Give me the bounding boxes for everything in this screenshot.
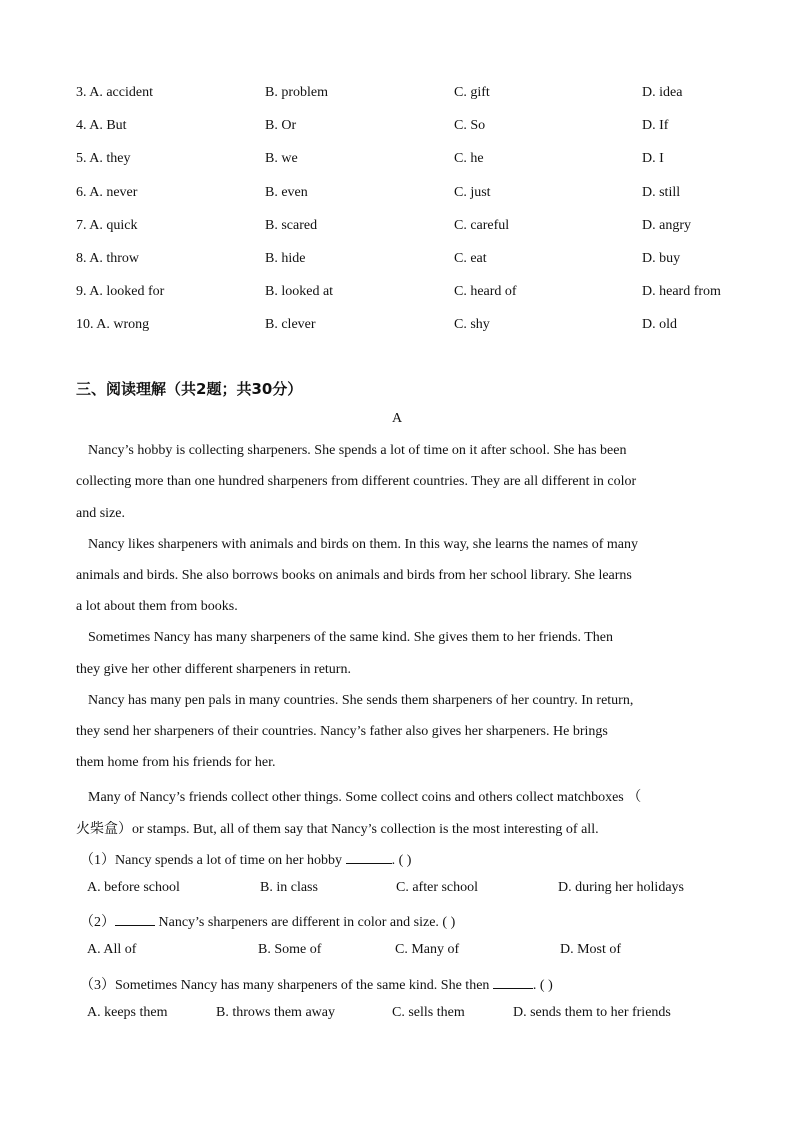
passage-line: Nancy likes sharpeners with animals and birds on them. In this way, she learns the names of many: [88, 537, 639, 552]
question-option: B. Some of: [258, 942, 322, 957]
option-a: 5. A. they: [76, 151, 131, 166]
option-row: [76, 118, 766, 138]
option-b: B. hide: [265, 251, 306, 266]
option-d: D. idea: [642, 85, 683, 100]
option-row: [76, 85, 766, 105]
option-row: [76, 218, 766, 238]
option-row: [76, 317, 766, 337]
option-c: C. eat: [454, 251, 487, 266]
passage-line: Many of Nancy’s friends collect other things. Some collect coins and others collect matchboxes （: [88, 790, 642, 805]
option-a: 7. A. quick: [76, 218, 138, 233]
question-stem-text: . ( ): [391, 853, 412, 868]
option-d: D. old: [642, 317, 677, 332]
answer-blank: [493, 976, 533, 989]
passage-line: Sometimes Nancy has many sharpeners of the same kind. She gives them to her friends. Then: [88, 630, 614, 645]
answer-blank: [115, 913, 155, 926]
option-b: B. looked at: [265, 284, 334, 299]
passage-line: and size.: [76, 506, 125, 521]
option-c: C. gift: [454, 85, 490, 100]
question-option: D. sends them to her friends: [513, 1005, 671, 1020]
option-b: B. even: [265, 185, 308, 200]
passage-line: Nancy’s hobby is collecting sharpeners. She spends a lot of time on it after school. She has been: [88, 443, 627, 458]
question-option: B. in class: [260, 880, 318, 895]
option-b: B. problem: [265, 85, 328, 100]
question-option: D. during her holidays: [558, 880, 684, 895]
question-option: C. sells them: [392, 1005, 465, 1020]
question-stem-text: . ( ): [532, 978, 553, 993]
option-c: C. he: [454, 151, 484, 166]
question-option: A. before school: [87, 880, 180, 895]
option-a: 10. A. wrong: [76, 317, 150, 332]
option-d: D. still: [642, 185, 681, 200]
question-option: C. after school: [396, 880, 479, 895]
option-b: B. we: [265, 151, 298, 166]
option-c: C. So: [454, 118, 486, 133]
question-option: A. keeps them: [87, 1005, 168, 1020]
passage-line: 火柴盒）or stamps. But, all of them say that Nancy’s collection is the most interesting of all.: [76, 822, 599, 837]
passage-line: they give her other different sharpeners in return.: [76, 662, 351, 677]
option-d: D. angry: [642, 218, 691, 233]
question-stem: [80, 974, 553, 994]
option-a: 4. A. But: [76, 118, 127, 133]
option-d: D. I: [642, 151, 664, 166]
option-b: B. Or: [265, 118, 297, 133]
passage-line: a lot about them from books.: [76, 599, 238, 614]
question-stem-text: （1）Nancy spends a lot of time on her hobby: [80, 853, 346, 868]
option-d: D. buy: [642, 251, 681, 266]
option-c: C. just: [454, 185, 491, 200]
option-a: 3. A. accident: [76, 85, 153, 100]
answer-blank: [346, 851, 392, 864]
passage-line: they send her sharpeners of their countries. Nancy’s father also gives her sharpeners. He brings: [76, 724, 608, 739]
option-d: D. heard from: [642, 284, 721, 299]
option-c: C. heard of: [454, 284, 517, 299]
option-row: [76, 284, 766, 304]
question-option: A. All of: [87, 942, 137, 957]
option-b: B. clever: [265, 317, 316, 332]
question-stem-text: （3）Sometimes Nancy has many sharpeners of the same kind. She then: [80, 978, 493, 993]
passage-line: them home from his friends for her.: [76, 755, 276, 770]
option-a: 8. A. throw: [76, 251, 139, 266]
passage-label: A: [391, 411, 403, 426]
passage-line: Nancy has many pen pals in many countries. She sends them sharpeners of her country. In return,: [88, 693, 634, 708]
section-title: 三、阅读理解（共2题；共30分）: [76, 380, 303, 398]
option-row: [76, 251, 766, 271]
option-d: D. If: [642, 118, 669, 133]
question-option: B. throws them away: [216, 1005, 335, 1020]
option-c: C. shy: [454, 317, 490, 332]
option-a: 6. A. never: [76, 185, 138, 200]
option-b: B. scared: [265, 218, 318, 233]
option-row: [76, 151, 766, 171]
passage-line: animals and birds. She also borrows books on animals and birds from her school library. She learns: [76, 568, 632, 583]
question-stem-text: Nancy’s sharpeners are different in color and size. ( ): [155, 915, 456, 930]
question-option: C. Many of: [395, 942, 460, 957]
question-stem: [80, 911, 455, 931]
option-c: C. careful: [454, 218, 510, 233]
passage-line: collecting more than one hundred sharpeners from different countries. They are all different in color: [76, 474, 637, 489]
question-stem: [80, 849, 411, 869]
option-a: 9. A. looked for: [76, 284, 165, 299]
option-row: [76, 185, 766, 205]
question-option: D. Most of: [560, 942, 622, 957]
question-stem-text: （2）: [80, 915, 115, 930]
